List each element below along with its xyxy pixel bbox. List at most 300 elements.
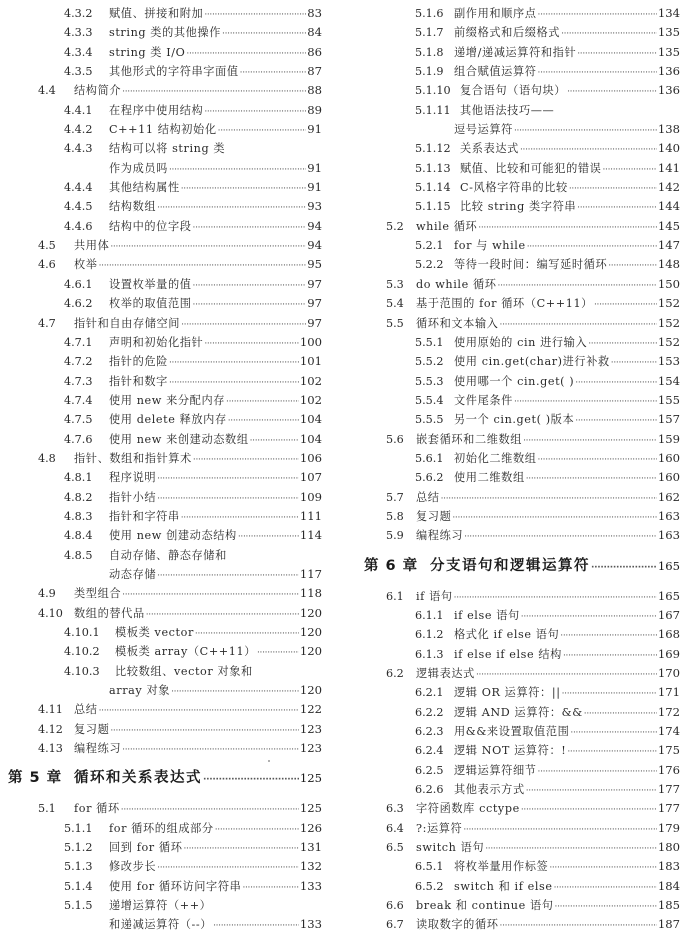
page-number: 144 [657,199,680,214]
section-title: 读取数字的循环 [416,918,499,932]
section-number: 5.6 [386,432,404,446]
toc-entry [348,430,680,449]
page-number: 176 [657,762,680,777]
section-title: 比较数组、vector 对象和 [115,664,253,678]
toc-entry [0,333,330,352]
section-title: 使用 delete 释放内存 [109,413,227,427]
section-number: 6.5 [386,841,404,855]
page-number: 104 [299,431,322,446]
section-title: 回到 for 循环 [109,841,183,855]
section-title: 声明和初始化指针 [109,335,204,349]
toc-entry [0,314,330,333]
section-title: 分支语句和逻辑运算符 [430,557,590,574]
toc-entry [0,4,330,23]
section-title: 总结 [74,703,98,717]
page-number: 86 [307,44,322,59]
toc-entry [0,81,330,100]
toc-entry [348,761,680,780]
section-number: 4.4.6 [64,219,93,233]
section-number: 5.1.10 [415,84,451,98]
page-number: 168 [657,627,680,642]
section-title: 循环和文本输入 [416,316,499,330]
page-number: 95 [307,257,322,272]
page-number: 123 [299,741,322,756]
section-number: 6.2.1 [415,686,444,700]
page-number: 175 [657,743,680,758]
toc-right-column [348,4,680,935]
section-number: 5.1 [38,802,56,816]
scan-speck [268,760,270,762]
page-number: 163 [657,528,680,543]
section-title: 指针和自由存储空间 [74,316,181,330]
section-title: 复习题 [74,722,110,736]
toc-entry [0,352,330,371]
section-number: 6.1.1 [415,608,444,622]
toc-entry [0,372,330,391]
page-number: 159 [657,431,680,446]
section-title: 指针的危险 [109,355,168,369]
section-number: 6.1.3 [415,647,444,661]
section-title: 自动存储、静态存储和 [109,548,227,562]
toc-entry [348,62,680,81]
section-number: 6.5.1 [415,860,444,874]
page-number: 167 [657,607,680,622]
toc-entry [0,915,330,934]
toc-entry [0,275,330,294]
section-number: 5.1.6 [415,7,444,20]
page-number: 145 [657,218,680,233]
section-title: 在程序中使用结构 [109,103,204,117]
toc-entry [0,877,330,896]
toc-entry [0,857,330,876]
section-title: 其他表示方式 [454,783,525,797]
toc-entry [348,896,680,915]
section-number: 4.6.2 [64,297,93,311]
section-title: 作为成员吗 [109,161,168,175]
toc-entry [348,294,680,313]
section-number: 5.1.1 [64,821,93,835]
page-number: 138 [657,122,680,137]
page-number: 136 [657,83,680,98]
toc-entry [0,720,330,739]
page-number: 179 [657,820,680,835]
page-number: 104 [299,412,322,427]
section-title: 编程练习 [74,742,122,756]
section-title: while 循环 [416,219,478,233]
toc-entry [0,681,330,700]
section-number: 5.5 [386,316,404,330]
section-number: 5.9 [386,529,404,543]
page-number: 177 [657,782,680,797]
section-title: 指针和字符串 [109,509,180,523]
page-number: 165 [657,588,680,603]
section-number: 4.4.3 [64,142,93,156]
page-number: 83 [307,6,322,20]
toc-entry [0,23,330,42]
section-title: do while 循环 [416,277,497,291]
toc-entry [0,488,330,507]
page-number: 125 [299,801,322,816]
section-number: 6.2 [386,667,404,680]
page-number: 133 [299,878,322,893]
section-number: 4.3.2 [64,7,93,20]
section-title: 和递减运算符（--） [109,918,213,932]
toc-entry [348,488,680,507]
section-title: 使用原始的 cin 进行输入 [454,335,588,349]
page-number: 97 [307,276,322,291]
page-number: 169 [657,646,680,661]
toc-entry [348,819,680,838]
page-number: 131 [299,840,322,855]
section-number: 5.2.1 [415,239,444,253]
toc-entry [0,62,330,81]
section-number: 5.2 [386,219,404,233]
section-title: 结构数组 [109,200,157,214]
toc-entry [348,449,680,468]
page-number: 136 [657,64,680,79]
section-number: 4.12 [38,722,63,736]
section-title: 等待一段时间：编写延时循环 [454,258,608,272]
section-title: 指针小结 [109,490,157,504]
section-number: 第 5 章 [8,770,63,787]
toc-entry [0,739,330,758]
page-number: 150 [657,276,680,291]
toc-entry [348,838,680,857]
section-number: 5.2.2 [415,258,444,272]
toc-entry [348,741,680,760]
section-number: 5.6.2 [415,471,444,485]
page-number: 109 [299,489,322,504]
page-number: 102 [299,373,322,388]
section-number: 4.3.5 [64,65,93,79]
section-number: 5.5.2 [415,355,444,369]
section-title: string 类 I/O [109,45,186,59]
section-title: 指针、数组和指针算术 [74,451,192,465]
section-number: 4.8.4 [64,529,93,543]
page-number: 135 [657,44,680,59]
section-number: 6.1 [386,589,404,603]
toc-entry [348,120,680,139]
section-title: 逻辑 AND 运算符：&& [454,705,583,719]
page-number: 172 [657,704,680,719]
section-title: 模板类 array（C++11） [115,645,256,659]
toc-entry [348,333,680,352]
page-number: 91 [307,122,322,137]
section-title: 嵌套循环和二维数组 [416,432,523,446]
section-title: 副作用和顺序点 [454,7,537,20]
section-number: 4.11 [38,703,63,717]
page-number: 97 [307,296,322,311]
section-title: 递增/递减运算符和指针 [454,45,577,59]
toc-entry [348,139,680,158]
section-number: 4.4.4 [64,181,93,195]
toc-entry [0,584,330,603]
toc-entry [0,896,330,915]
section-title: 另一个 cin.get( )版本 [454,413,575,427]
page-number: 170 [657,666,680,680]
section-title: 程序说明 [109,471,157,485]
section-title: ?:运算符 [416,821,463,835]
page-number: 153 [657,354,680,369]
section-title: 逻辑表达式 [416,667,475,680]
toc-entry [348,81,680,100]
page-number: 165 [657,558,680,573]
section-title: 逗号运算符 [454,123,513,137]
section-title: 总结 [416,490,440,504]
toc-entry [0,255,330,274]
section-number: 4.4.5 [64,200,93,214]
section-title: if 语句 [416,589,453,603]
section-title: if else 语句 [454,608,520,622]
toc-entry [0,430,330,449]
toc-entry [348,645,680,664]
section-title: switch 和 if else [454,879,553,893]
toc-entry [0,410,330,429]
toc-entry [348,587,680,606]
toc-chapter-heading [348,548,680,584]
toc-entry [0,642,330,661]
page-number: 107 [299,470,322,485]
toc-entry [0,623,330,642]
dot-leader [500,917,657,936]
toc-entry [348,507,680,526]
toc-entry [0,294,330,313]
toc-entry [348,857,680,876]
section-number: 4.3.4 [64,45,93,59]
page-number: 157 [657,412,680,427]
page-number: 152 [657,296,680,311]
toc-entry [0,468,330,487]
section-number: 6.4 [386,821,404,835]
page-number: 89 [307,102,322,117]
section-number: 6.7 [386,918,404,932]
page-number: 120 [299,683,322,698]
section-title: 逻辑运算符细节 [454,763,537,777]
section-title: 其他语法技巧—— [460,103,555,117]
section-number: 4.10.3 [64,664,100,678]
section-number: 4.7.3 [64,374,93,388]
toc-entry [348,197,680,216]
section-title: 模板类 vector [115,626,194,639]
page-number: 114 [299,528,322,543]
section-title: 使用 new 来创建动态数组 [109,432,249,446]
toc-entry [348,526,680,545]
page-number: 122 [299,702,322,717]
toc-entry [0,819,330,838]
section-number: 4.8.1 [64,471,93,485]
page-number: 148 [657,257,680,272]
toc-entry [348,101,680,120]
toc-entry [348,780,680,799]
section-number: 5.7 [386,490,404,504]
toc-entry [348,703,680,722]
toc-entry [348,314,680,333]
section-title: 使用二维数组 [454,471,525,485]
section-number: 4.5 [38,239,56,253]
section-number: 4.7.6 [64,432,93,446]
page-number: 120 [299,644,322,659]
section-number: 5.1.13 [415,161,451,175]
page-number: 94 [307,218,322,233]
section-title: 类型组合 [74,587,122,601]
page-number: 94 [307,238,322,253]
section-number: 4.10.2 [64,645,100,659]
section-number: 4.3.3 [64,26,93,40]
section-number: 4.7.2 [64,355,93,369]
toc-entry [348,159,680,178]
section-number: 5.1.14 [415,181,451,195]
page-number: 126 [299,820,322,835]
page-number: 132 [299,859,322,874]
toc-entry [0,159,330,178]
section-number: 4.7.1 [64,335,93,349]
page-number: 91 [307,160,322,175]
page-number: 118 [299,586,322,601]
section-number: 4.10.1 [64,626,100,639]
section-number: 6.1.2 [415,628,444,642]
toc-entry [0,391,330,410]
section-number: 4.4 [38,84,56,98]
page-number: 123 [299,721,322,736]
section-number: 5.5.1 [415,335,444,349]
toc-entry [0,700,330,719]
toc-entry [0,565,330,584]
page-number: 184 [657,878,680,893]
page-number: 147 [657,238,680,253]
toc-entry [348,275,680,294]
toc-entry [348,625,680,644]
section-title: 逻辑 NOT 运算符：! [454,744,567,758]
section-title: 使用 for 循环访问字符串 [109,879,242,893]
toc-entry [348,255,680,274]
section-title: 其他结构属性 [109,181,180,195]
section-title: 循环和关系表达式 [74,770,202,787]
toc-entry [0,236,330,255]
section-title: 组合赋值运算符 [454,65,537,79]
section-number: 4.8 [38,451,56,465]
section-title: 关系表达式 [460,142,519,156]
page-number: 152 [657,315,680,330]
section-number: 4.13 [38,742,63,756]
toc-entry [348,915,680,934]
section-number: 4.9 [38,587,56,601]
section-title: 使用哪一个 cin.get( ) [454,374,575,388]
page-number: 120 [299,625,322,639]
page-number: 93 [307,199,322,214]
toc-entry [348,410,680,429]
toc-entry [0,507,330,526]
section-title: 指针和数字 [109,374,168,388]
toc-entry [0,449,330,468]
dot-leader [122,741,299,760]
toc-entry [0,546,330,565]
section-number: 5.1.11 [415,103,451,117]
section-title: switch 语句 [416,841,485,855]
page-number: 160 [657,470,680,485]
section-title: 复合语句（语句块） [460,84,567,98]
section-number: 4.10 [38,606,63,620]
toc-entry [0,101,330,120]
section-number: 4.7.5 [64,413,93,427]
page-number: 100 [299,334,322,349]
page-number: 111 [299,508,322,523]
section-number: 4.8.3 [64,509,93,523]
section-title: 共用体 [74,239,110,253]
section-number: 6.6 [386,899,404,913]
section-title: 比较 string 类字符串 [460,200,577,214]
section-number: 5.1.5 [64,899,93,913]
toc-entry [0,604,330,623]
page-number: 171 [657,685,680,700]
section-title: 动态存储 [109,567,157,581]
page-number: 101 [299,354,322,369]
dot-leader [464,528,657,547]
toc-entry [348,352,680,371]
section-title: 枚举 [74,258,98,272]
toc-entry [348,664,680,683]
toc-entry [0,178,330,197]
page-number: 88 [307,83,322,98]
page-number: 84 [307,25,322,40]
section-number: 6.2.6 [415,783,444,797]
section-title: 赋值、拼接和附加 [109,7,204,20]
page-number: 162 [657,489,680,504]
section-title: for 循环的组成部分 [109,821,214,835]
dot-leader [591,550,657,586]
section-title: 格式化 if else 语句 [454,628,560,642]
toc-entry [348,799,680,818]
section-number: 5.3 [386,277,404,291]
section-title: break 和 continue 语句 [416,899,554,913]
toc-entry [0,526,330,545]
section-title: 编程练习 [416,529,464,543]
section-title: C-风格字符串的比较 [460,181,568,195]
section-number: 6.2.3 [415,725,444,739]
toc-entry [348,606,680,625]
page-number: 140 [657,141,680,156]
section-title: 结构简介 [74,84,122,98]
section-number: 4.4.2 [64,123,93,137]
section-title: if else if else 结构 [454,647,562,661]
section-title: 前缀格式和后缀格式 [454,26,561,40]
section-number: 5.1.4 [64,879,93,893]
page-number: 125 [299,771,322,786]
page-number: 154 [657,373,680,388]
section-number: 5.1.12 [415,142,451,156]
section-title: 结构中的位字段 [109,219,192,233]
page-number: 180 [657,840,680,855]
page-number: 117 [299,566,322,581]
section-number: 6.3 [386,802,404,816]
section-title: 将枚举量用作标签 [454,860,549,874]
section-number: 4.7.4 [64,393,93,407]
section-title: for 循环 [74,802,120,816]
section-number: 第 6 章 [364,557,419,574]
toc-entry [348,877,680,896]
dot-leader [213,917,299,936]
section-number: 5.1.8 [415,45,444,59]
section-number: 4.6 [38,258,56,272]
toc-entry [0,197,330,216]
section-number: 4.6.1 [64,277,93,291]
page-number: 133 [299,917,322,932]
section-title: 设置枚举量的值 [109,277,192,291]
toc-entry [348,236,680,255]
page-number: 120 [299,605,322,620]
section-title: 逻辑 OR 运算符：|| [454,686,561,700]
page-number: 185 [657,898,680,913]
section-number: 5.1.7 [415,26,444,40]
